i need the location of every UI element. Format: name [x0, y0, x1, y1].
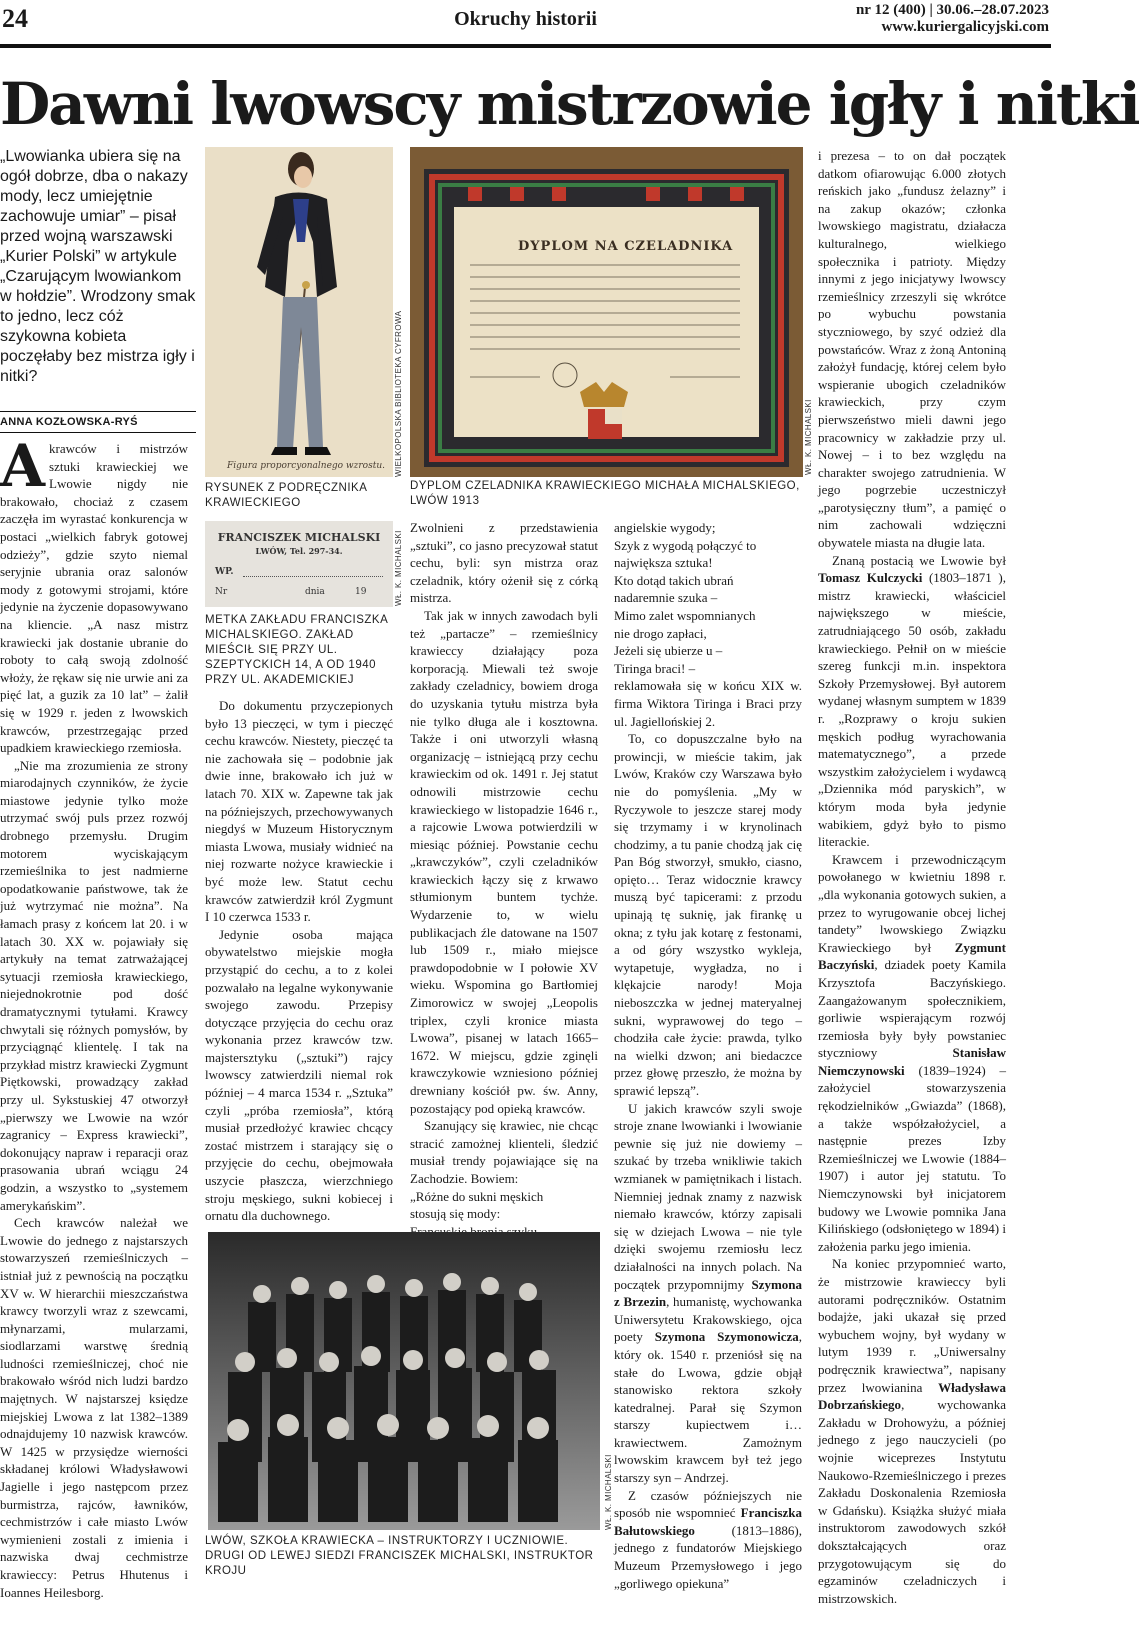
person-name: Stanisław Niemczynowski: [818, 1045, 1006, 1078]
drawing-signature: Figura proporcyonalnego wzrostu.: [227, 461, 385, 471]
website[interactable]: www.kuriergalicyjski.com: [881, 19, 1049, 35]
paragraph: i prezesa – to on dał początek datkom ofiarowując 6.000 złotych reńskich jako „fundusz żelazny” i na zakup okazów; członka lwowskiego magistratu, działacza kulturalnego, wielkiego społecznika i patrioty. Między innymi z jego inicjatywy lwowscy rzemieślnicy zrzeszyli się wkrótce po wybuchu powstania styczniowego, by szyć odzież dla powstańców. Wraz z żoną Antoniną założył fundację, której celem było wspieranie ubogich czeladników krawieckich, przy czym pierwszeństwo mieli dawni jego pracownicy w zakładzie przy ul. Nowej – i to bez względu na charakter swojego zatrudnienia. W jego pogrzebie uczestniczył „parotysięczny tłum”, a pamięć o nim zachowali wdzięczni obywatele miasta na długie lata.: [818, 148, 1006, 551]
tailoring-drawing-image: [205, 147, 393, 477]
issue-info: [856, 2, 1049, 36]
poem-line: stosują się mody:: [410, 1206, 501, 1222]
image-caption: METKA ZAKŁADU FRANCISZKA MICHALSKIEGO. ZAKŁAD MIEŚCIŁ SIĘ PRZY UL. SZEPTYCKICH 14, A OD 1940 PRZY UL. AKADEMICKIEJ: [205, 614, 388, 686]
paragraph: U jakich krawców szyli swoje stroje znane lwowianki i lwowianie pewnie się już nie dowiemy – szukać by trzeba wnikliwie takich wzmianek w pamiętnikach i listach. Niemniej jednak znamy z nazwisk niemało krawców, którzy zapisali się w dziejach Lwowa – nie tyle dzięki swojemu rzemiosłu lecz działalności na innych polach. Na początek przypomnijmy Szymona z Brzezin, humanistę, wychowanka Uniwersytetu Krakowskiego, ojca poety Szymona Szymonowicza, który ok. 1540 r. przeniósł się na stałe do Lwowa, gdzie objął stanowisko rektora szkoły katedralnej. Parał się Szymon starszy kupiectwem i… krawiectwem. Zamożnym lwowskim krawcem był też jego starszy syn – Andrzej.: [614, 1100, 802, 1486]
poem-line: nie drogo zapłaci,: [614, 625, 707, 641]
photo-credit: WIELKOPOLSKA BIBLIOTEKA CYFROWA: [394, 310, 403, 477]
photo-credit: WŁ. K. MICHALSKI: [804, 399, 813, 475]
label-wp: WP.: [215, 567, 234, 577]
diploma-title: DYPLOM NA CZELADNIKA: [518, 239, 734, 254]
image-caption: LWÓW, SZKOŁA KRAWIECKA – INSTRUKTORZY I UCZNIOWIE. DRUGI OD LEWEJ SIEDZI FRANCISZEK MICHALSKI, INSTRUKTOR KROJU: [205, 1535, 594, 1577]
drop-cap: A: [0, 432, 46, 500]
poem-line: nadaremnie szuka –: [614, 590, 718, 606]
paragraph: Tak jak w innych zawodach byli też „partacze” – rzemieślnicy krawieccy działający poza korporacją. Miewali też swoje zakłady czeladnicy, bowiem droga do uzyskania tytułu mistrza była nie tylko długa ale i kosztowna. Także i oni utworzyli własną organizację – istniejącą przy cechu krawieckim od ok. 1491 r. Jej statut odnowili mistrzowie cechu krawieckiego w listopadzie 1646 r., a rajcowie Lwowa potwierdzili w miesiąc później. Powstanie cechu „krawczyków”, czyli czeladników krawieckich łączy się z krwawo stłumionym buntem tychże. Wydarzenie to, w wielu publikacjach źle datowane na 1507 lub 1509 r., miało miejsce prawdopodobnie w I połowie XV wieku. Wspomina go Bartłomiej Zimorowicz w swojej „Leopolis triplex, czyli kronice miasta Lwowa”, pisanej w latach 1665–1672. W miejscu, gdzie zginęli krawczykowie wzniesiono później drewniany kościół pw. św. Anny, pozostający pod opieką krawców.: [410, 607, 598, 1116]
label-year: 19: [355, 587, 367, 597]
paragraph: Z czasów późniejszych nie sposób nie wspomnieć Franciszka Bałutowskiego (1813–1886), jednego z fundatorów Miejskiego Muzeum Przemysłowego i jego „gorliwego opiekuna”: [614, 1487, 803, 1591]
section-title: Okruchy historii: [454, 8, 597, 30]
poem-line: największa sztuka!: [614, 555, 713, 571]
label-dnia: dnia: [305, 587, 325, 597]
paragraph: Cech krawców należał we Lwowie do jednego z najstarszych stowarzyszeń rzemieślniczych – istniał już z pewnością na początku XV w. W hierarchii mieszczaństwa krawcy tworzyli wraz z szewcami, młynarzami, mularzami, siodlarzami warstwę średnią ludności rzemieślniczej, choć nie brakowało wśród nich ludzi bardzo majętnych. W najstarszej księdze miejskiej Lwowa z lat 1382–1389 odnajdujemy 10 nazwisk krawców. W 1425 w przysiędze wierności składanej królowi Władysławowi Jagielle i jego następcom przez burmistrza, rajców, ławników, cechmistrzów i całe miasto Lwów wymienieni zostali z imienia i nazwiska dwaj cechmistrze krawieccy: Petrus Hhutenus i Ioannes Heilesborg.: [0, 1215, 188, 1600]
image-caption: DYPLOM CZELADNIKA KRAWIECKIEGO MICHAŁA MICHALSKIEGO, LWÓW 1913: [410, 480, 800, 507]
headline: Dawni lwowscy mistrzowie igły i nitki: [0, 70, 1139, 138]
gentleman-figure-illustration: [205, 147, 393, 477]
page-number: 24: [2, 4, 28, 33]
person-name: Szymona z Brzezin: [614, 1276, 802, 1310]
tailor-label-image: [205, 521, 393, 607]
tailoring-school-group-photo: [208, 1232, 600, 1530]
column-4: [614, 519, 802, 1635]
image-caption: RYSUNEK Z PODRĘCZNIKA KRAWIECKIEGO: [205, 482, 367, 509]
poem: [614, 519, 802, 677]
paragraph: reklamowała się w końcu XIX w. firma Wiktora Tiringa i Braci przy ul. Jagiellońskiej 2.: [614, 678, 802, 729]
paragraph: To, co dopuszczalne było na prowincji, w mieście takim, jak Lwów, Kraków czy Warszawa było nie do pomyślenia. „My w Ryczywole to jeszcze starej mody się trzymamy i w krynolinach chodzimy, a tu panie chodzą jak cię Pan Bóg stworzył, smukło, ciasno, opięto… Teraz widocznie krawcy muszą być tapicerami: z przodu upinają tę suknię, jak firankę u okna; z tyłu jak kotarę z festonami, a od góry wszystko wykleja, wytapetuje, wygładza, no i klękajcie narody! Moja nieboszczka w jednej materyalnej sukni, wyprawowej do tego – chodziła całe życie: prawda, tylko na wielki dzwon; ani biedaczce przez głowę przeszło, że można by sprawić lepszą”.: [614, 731, 802, 1098]
paragraph: Akrawców i mistrzów sztuki krawieckiej we Lwowie nigdy nie brakowało, chociaż z czasem zaczęła im wyrastać konkurencja w postaci „wielkich fabryk gotowej odzieży”, gdzie szyto niemal seryjnie ubrania oraz salonów mody z gotowymi strojami, które jedynie na życzenie dopasowywano na kliencie. „A nasz mistrz krawiecki jak dostanie ubranie do roboty to całą swoją zdolność włoży, że rękaw się nie urwie ani za pięć lat, a guzik za 10 lat” – żalił się w 1929 r. jeden z lwowskich krawców, przestrzegając przed upadkiem krawieckiego rzemiosła.: [0, 432, 188, 756]
journeyman-diploma-image: [410, 147, 803, 477]
photo-credit: WŁ. K. MICHALSKI: [604, 1454, 613, 1530]
label-nr: Nr: [215, 587, 228, 597]
group-photo-illustration: [208, 1232, 600, 1530]
paragraph: „Nie ma zrozumienia ze strony miarodajnych czynników, że życie miastowe jedynie tylko może utrzymać swój puls przez rozwój drobnego przemysłu. Drugim motorem wyciskającym rzemieślnika to jest nadmierne opodatkowanie państwowe, tak że już wytrzymać nie można”. Na łamach prasy z końcem lat 20. i w latach 30. XX w. pojawiały się artykuły na temat zatrważającej sytuacji rzemiosła krawieckiego, niejednokrotnie pod dość dramatycznymi tytułami. Krawcy chwytali się różnych pomysłów, by przyciągnąć klientelę. I tak na przykład mistrz krawiecki Zygmunt Piętkowski, prowadzący zakład przy ul. Sykstuskiej 47 otworzył „pierwszy we Lwowie na wzór zagranicy – Express krawiecki”, dokonujący napraw i reparacji oraz prasowania ubrań wciągu 24 godzin, a wszystko to „systemem amerykańskim”.: [0, 757, 188, 1213]
poem-line: Kto dotąd takich ubrań: [614, 572, 734, 588]
header-rule: [0, 44, 1051, 48]
lead-paragraph: „Lwowianka ubiera się na ogół dobrze, dba o nakazy mody, lecz umiejętnie zachowuje umiar” – pisał przed wojną warszawski „Kurier Polski” w artykule „Czarującym lwowiankom w hołdzie”. Wrodzony smak to jedno, lecz cóż szykowna kobieta poczęłaby bez mistrza igły i nitki?: [0, 148, 196, 385]
poem-line: Mimo zalet wspomnianych: [614, 607, 756, 623]
column-2: [205, 697, 393, 1227]
poem-line: Jeżeli się ubierze u –: [614, 643, 723, 659]
paragraph: Do dokumentu przyczepionych było 13 pieczęci, w tym i pieczęć cechu krawców. Niestety, pieczęć ta nie zachowała się – podobnie jak dwie inne, brakowało ich już w latach 70. XIX w. Zapewne tak jak na późniejszych, przechowywanych niegdyś w Muzeum Historycznym miasta Lwowa, musiały widnieć na niej rozwarte nożyce krawieckie i być może lew. Statut cechu krawców zatwierdził król Zygmunt I 10 czerwca 1533 r.: [205, 698, 393, 925]
column-5: [818, 147, 1006, 1635]
poem-line: Szyk z wygodą połączyć to: [614, 537, 757, 553]
paragraph: Znaną postacią we Lwowie był Tomasz Kulczycki (1803–1871 ), mistrz krawiecki, właściciel największego w mieście, zatrudniającego 50 osób, zakładu krawieckiego. Pełnił on w mieście szereg funkcji m.in. inspektora Szkoły Przemysłowej. Był autorem wydanej własnym sumptem w 1839 r. „Rozprawy o kroju sukien męskich podług wyrachowania matematycznego”, a przede wszystkim założycielem i wydawcą „Dziennika mód paryskich”, w którym moda była jedynie wabikiem, gdyż było to pismo literackie.: [818, 552, 1006, 850]
paragraph: Na koniec przypomnieć warto, że mistrzowie krawieccy byli autorami podręczników. Ostatnim bodajże, jaki ukazał się przed wybuchem wojny, był wydany w lutym 1939 r. „Uniwersalny podręcznik krawiectwa”, napisany przez lwowianina Władysława Dobrzańskiego, wychowanka Zakładu w Drohowyżu, a później jednego z jego nauczycieli (po wojnie wiceprezes Instytutu Naukowo-Rzemieślniczego i prezes Zakładu Doskonalenia Rzemiosła w Gdańsku). Książka służyć miała instruktorom zawodowych szkół dokształcających oraz przygotowującym się do egzaminów czeladniczych i mistrzowskich.: [818, 1256, 1007, 1606]
photo-credit: WŁ. K. MICHALSKI: [394, 530, 403, 606]
label-address: LWÓW, Tel. 297-34.: [255, 546, 343, 556]
issue-number: nr 12 (400) | 30.06.–28.07.2023: [855, 2, 1049, 18]
paragraph: Krawcem i przewodniczącym powołanego w kwietniu 1898 r. „dla wykonania gotowych sukien, a przez to wyrugowanie obcej lichej tandety” lwowskiego Związku Krawieckiego był Zygmunt Baczyński, dziadek poety Kamila Krzysztofa Baczyńskiego. Zaangażowanym społecznikiem, gorliwie wspierającym rozwój rzemiosła były były powstaniec styczniowy Stanisław Niemczynowski (1839–1924) – założyciel stowarzyszenia rękodzielników „Gwiazda” (1868), a także współzałożyciel, a następnie prezes Izby Rzemieślniczej we Lwowie (1884–1907) i autor jej statutu. To Niemczynowski był inicjatorem budowy we Lwowie pomnika Jana Kilińskiego (odsłoniętego w 1894) i założenia parku jego imienia.: [818, 851, 1006, 1254]
paragraph: Zwolnieni z przedstawienia „sztuki”, co jasno precyzował statut cechu, byli: syn mistrza oraz czeladnik, który ożenił się z córką mistrza.: [410, 520, 598, 606]
person-name: Franciszka Bałutowskiego: [614, 1505, 803, 1538]
diploma-illustration: [410, 147, 803, 477]
column-1: [0, 432, 188, 1635]
label-line: [243, 576, 383, 577]
author-byline: ANNA KOZŁOWSKA-RYŚ: [0, 411, 196, 433]
paragraph: Szanujący się krawiec, nie chcąc stracić zamożnej klienteli, śledzić musiał trendy pojawiające się na Zachodzie. Bowiem:: [410, 1118, 598, 1186]
label-name: FRANCISZEK MICHALSKI: [217, 531, 381, 544]
poem-line: „Różne do sukni męskich: [410, 1188, 544, 1204]
person-name: Szymona Szymonowicza: [654, 1329, 799, 1345]
poem-line: Tiringa braci! –: [614, 660, 696, 676]
poem-line: angielskie wygody;: [614, 520, 716, 535]
person-name: Władysława Dobrzańskiego: [818, 1379, 1007, 1413]
person-name: Tomasz Kulczycki: [818, 570, 923, 586]
column-3: [410, 519, 598, 1225]
person-name: Zygmunt Baczyński: [818, 939, 1006, 973]
paragraph: Jedynie osoba mająca obywatelstwo miejskie mogła przystąpić do cechu, a to z kolei pozwalało na legalne wykonywanie swojego zawodu. Przepisy dotyczące przyjęcia do cechu oraz wykonania przez krawców tzw. majstersztyku („sztuki”) rajcy lwowscy zatwierdzili niemal rok później – 4 marca 1534 r. „Sztuka” czyli „próba rzemiosła”, którą musiał przedłożyć krawiec chcący zostać mistrzem i starający się o przyjęcie do cechu, obejmowała uszycie płaszcza, wierzchniego stroju męskiego, sukni kobiecej i ornatu dla duchownego.: [205, 926, 393, 1224]
